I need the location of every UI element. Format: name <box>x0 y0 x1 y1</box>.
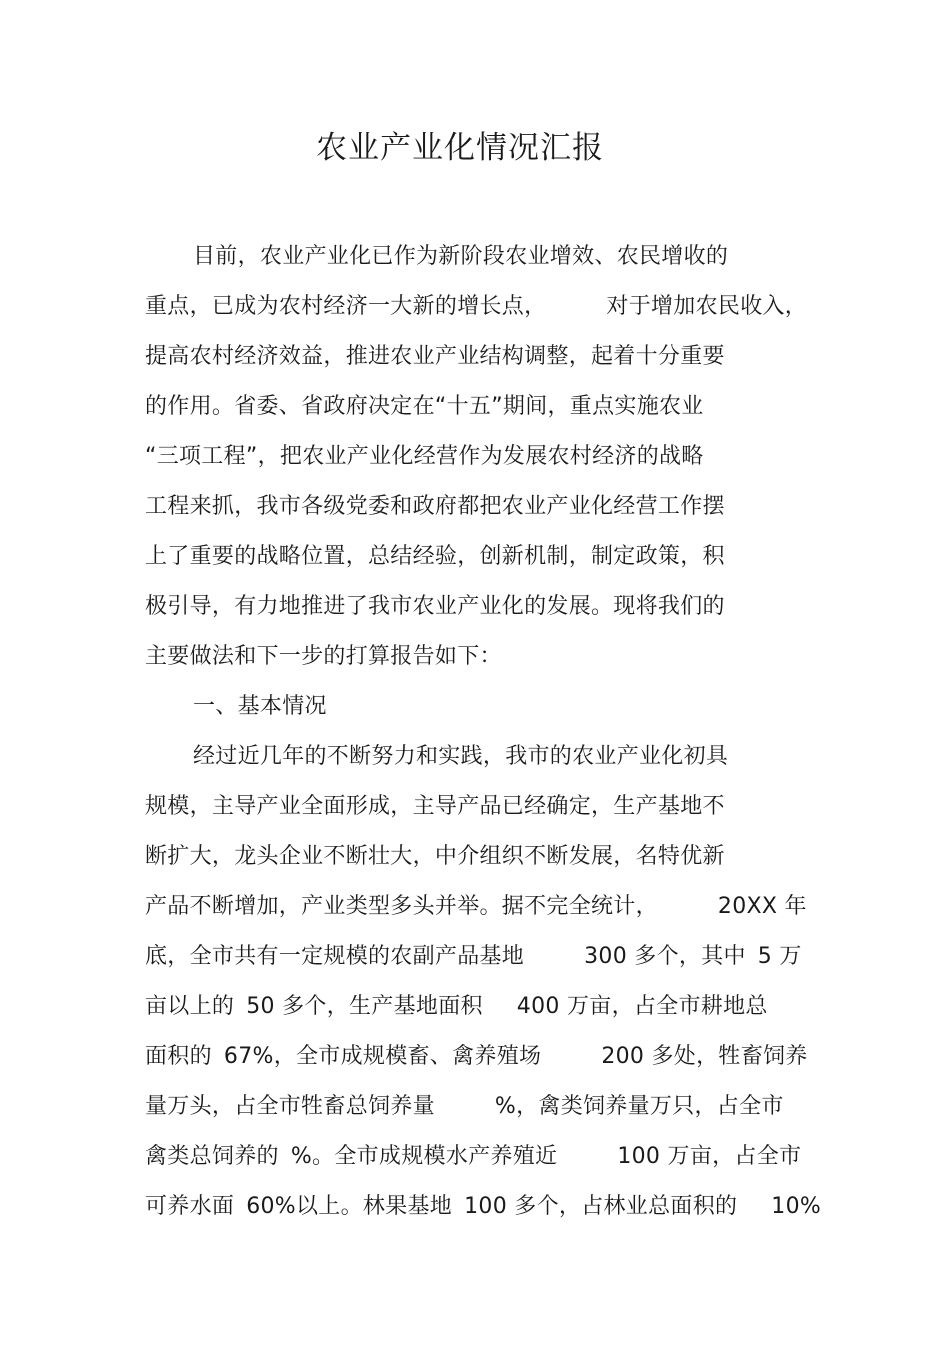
text-run: 400 万亩，占全市耕地总 <box>516 994 768 1019</box>
text-run: 规模，主导产业全面形成，主导产品已经确定，生产基地不 <box>145 794 725 819</box>
text-run: 60%以上。林果基地 <box>246 1194 453 1219</box>
text-run: 目前，农业产业化已作为新阶段农业增效、农民增收的 <box>193 244 729 269</box>
paragraph-line <box>145 792 725 822</box>
text-run: 的作用。省委、省政府决定在“十五”期间，重点实施农业 <box>145 394 704 419</box>
text-run: 面积的 <box>145 1044 212 1069</box>
paragraph-line <box>145 292 807 322</box>
text-run: 对于增加农民收入， <box>606 294 808 319</box>
text-run: 100 万亩，占全市 <box>617 1144 802 1169</box>
text-run: “三项工程”，把农业产业化经营作为发展农村经济的战略 <box>145 444 704 469</box>
text-run: 主要做法和下一步的打算报告如下： <box>145 644 502 669</box>
text-run: %。全市成规模水产养殖近 <box>290 1144 558 1169</box>
text-run: %，禽类饲养量万只，占全市 <box>494 1094 784 1119</box>
text-run: 底，全市共有一定规模的农副产品基地 <box>145 944 525 969</box>
text-run: 200 多处，牲畜饲养 <box>601 1044 808 1069</box>
paragraph-line <box>145 642 502 672</box>
paragraph-line <box>145 1092 784 1122</box>
paragraph-line <box>145 992 768 1022</box>
text-run: 工程来抓，我市各级党委和政府都把农业产业化经营工作摆 <box>145 494 725 519</box>
text-run: 量万头，占全市牲畜总饲养量 <box>145 1094 435 1119</box>
paragraph-line <box>145 492 725 522</box>
text-run: 5 万 <box>757 944 802 969</box>
text-run: 20XX 年 <box>717 894 807 919</box>
paragraph-line <box>145 392 704 422</box>
paragraph-line <box>145 1192 821 1222</box>
text-run: 可养水面 <box>145 1194 235 1219</box>
text-run: 重点，已成为农村经济一大新的增长点， <box>145 294 547 319</box>
paragraph-line <box>145 842 725 872</box>
paragraph-line <box>145 442 704 472</box>
text-run: 产品不断增加，产业类型多头并举。据不完全统计， <box>145 894 658 919</box>
section-heading <box>193 692 327 722</box>
document-title: 农业产业化情况汇报 <box>316 130 604 166</box>
paragraph-line <box>193 242 728 272</box>
text-run: 禽类总饲养的 <box>145 1144 279 1169</box>
paragraph-line <box>145 342 725 372</box>
text-run: 一、基本情况 <box>193 694 327 719</box>
paragraph-line <box>145 892 807 922</box>
text-run: 极引导，有力地推进了我市农业产业化的发展。现将我们的 <box>145 594 725 619</box>
paragraph-line <box>145 942 802 972</box>
text-run: 断扩大，龙头企业不断壮大，中介组织不断发展，名特优新 <box>145 844 725 869</box>
text-run: 67%，全市成规模畜、禽养殖场 <box>223 1044 542 1069</box>
text-run: 上了重要的战略位置，总结经验，创新机制，制定政策，积 <box>145 544 725 569</box>
text-run: 100 多个，占林业总面积的 <box>464 1194 738 1219</box>
paragraph-line <box>145 1042 808 1072</box>
text-run: 提高农村经济效益，推进农业产业结构调整，起着十分重要 <box>145 344 725 369</box>
text-run: 亩以上的 <box>145 994 235 1019</box>
paragraph-line <box>145 542 725 572</box>
text-run: 50 多个，生产基地面积 <box>246 994 483 1019</box>
paragraph-line <box>145 1142 801 1172</box>
text-run: 10% <box>771 1194 822 1219</box>
text-run: 300 多个，其中 <box>584 944 746 969</box>
text-run: 经过近几年的不断努力和实践，我市的农业产业化初具 <box>193 744 729 769</box>
paragraph-line <box>193 742 728 772</box>
paragraph-line <box>145 592 725 622</box>
